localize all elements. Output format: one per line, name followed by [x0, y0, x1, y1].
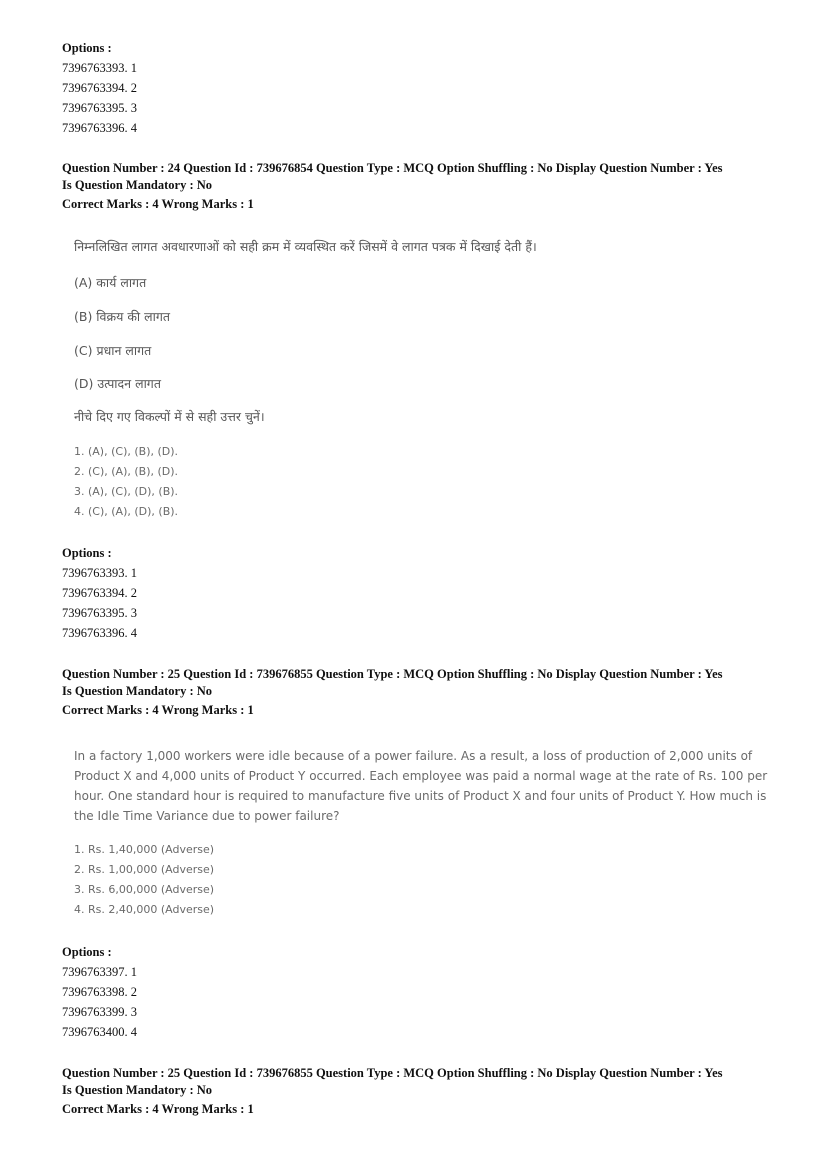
options-block-25: [62, 942, 772, 1042]
question-meta: Question Number : 24 Question Id : 739676854 Question Type : MCQ Option Shuffling : No Display Question Number : Yes: [62, 161, 723, 175]
option-item: 7396763397. 1: [62, 965, 137, 979]
option-item: 7396763396. 4: [62, 121, 137, 135]
choice-3: 3. Rs. 6,00,000 (Adverse): [74, 883, 215, 896]
question-header-25-repeat: [62, 1065, 772, 1118]
instruction-text: नीचे दिए गए विकल्पों में से सही उत्तर चुनें।: [74, 409, 265, 424]
question-mandatory: Is Question Mandatory : No: [62, 178, 213, 192]
question-mandatory: Is Question Mandatory : No: [62, 684, 213, 698]
choice-2: 2. Rs. 1,00,000 (Adverse): [74, 863, 215, 876]
choice-4: 4. (C), (A), (D), (B).: [74, 505, 179, 518]
question-header-24: [62, 160, 772, 213]
question-body-24: [62, 238, 782, 528]
choice-4: 4. Rs. 2,40,000 (Adverse): [74, 903, 215, 916]
option-item: 7396763399. 3: [62, 1005, 137, 1019]
question-meta: Question Number : 25 Question Id : 739676855 Question Type : MCQ Option Shuffling : No Display Question Number : Yes: [62, 667, 723, 681]
question-body-25: [62, 746, 782, 926]
option-item: 7396763393. 1: [62, 61, 137, 75]
question-header-25: [62, 666, 772, 719]
question-marks: Correct Marks : 4 Wrong Marks : 1: [62, 703, 254, 717]
question-text-line: Product X and 4,000 units of Product Y occurred. Each employee was paid a normal wage at the rate of Rs. 100 per: [74, 769, 768, 783]
options-block-top: [62, 38, 772, 138]
question-text: निम्नलिखित लागत अवधारणाओं को सही क्रम में व्यवस्थित करें जिसमें वे लागत पत्रक में दिखाई देती हैं।: [74, 239, 537, 254]
options-label: Options :: [62, 945, 112, 959]
options-label: Options :: [62, 41, 112, 55]
option-item: 7396763395. 3: [62, 101, 137, 115]
statement-d: (D) उत्पादन लागत: [74, 376, 161, 391]
option-item: 7396763400. 4: [62, 1025, 137, 1039]
option-item: 7396763396. 4: [62, 626, 137, 640]
option-item: 7396763395. 3: [62, 606, 137, 620]
question-meta: Question Number : 25 Question Id : 739676855 Question Type : MCQ Option Shuffling : No Display Question Number : Yes: [62, 1066, 723, 1080]
statement-c: (C) प्रधान लागत: [74, 343, 152, 358]
question-marks: Correct Marks : 4 Wrong Marks : 1: [62, 1102, 254, 1116]
question-marks: Correct Marks : 4 Wrong Marks : 1: [62, 197, 254, 211]
option-item: 7396763394. 2: [62, 81, 137, 95]
choice-1: 1. (A), (C), (B), (D).: [74, 445, 179, 458]
question-text-line: hour. One standard hour is required to manufacture five units of Product X and four units of Product Y. How much is: [74, 789, 767, 803]
choice-1: 1. Rs. 1,40,000 (Adverse): [74, 843, 215, 856]
question-text-line: the Idle Time Variance due to power failure?: [74, 809, 340, 823]
statement-b: (B) विक्रय की लागत: [74, 309, 170, 324]
option-item: 7396763398. 2: [62, 985, 137, 999]
options-label: Options :: [62, 546, 112, 560]
option-item: 7396763393. 1: [62, 566, 137, 580]
choice-3: 3. (A), (C), (D), (B).: [74, 485, 179, 498]
statement-a: (A) कार्य लागत: [74, 275, 147, 290]
option-item: 7396763394. 2: [62, 586, 137, 600]
question-text-line: In a factory 1,000 workers were idle because of a power failure. As a result, a loss of production of 2,000 units of: [74, 749, 753, 763]
choice-2: 2. (C), (A), (B), (D).: [74, 465, 179, 478]
options-block-24: [62, 543, 772, 643]
question-mandatory: Is Question Mandatory : No: [62, 1083, 213, 1097]
